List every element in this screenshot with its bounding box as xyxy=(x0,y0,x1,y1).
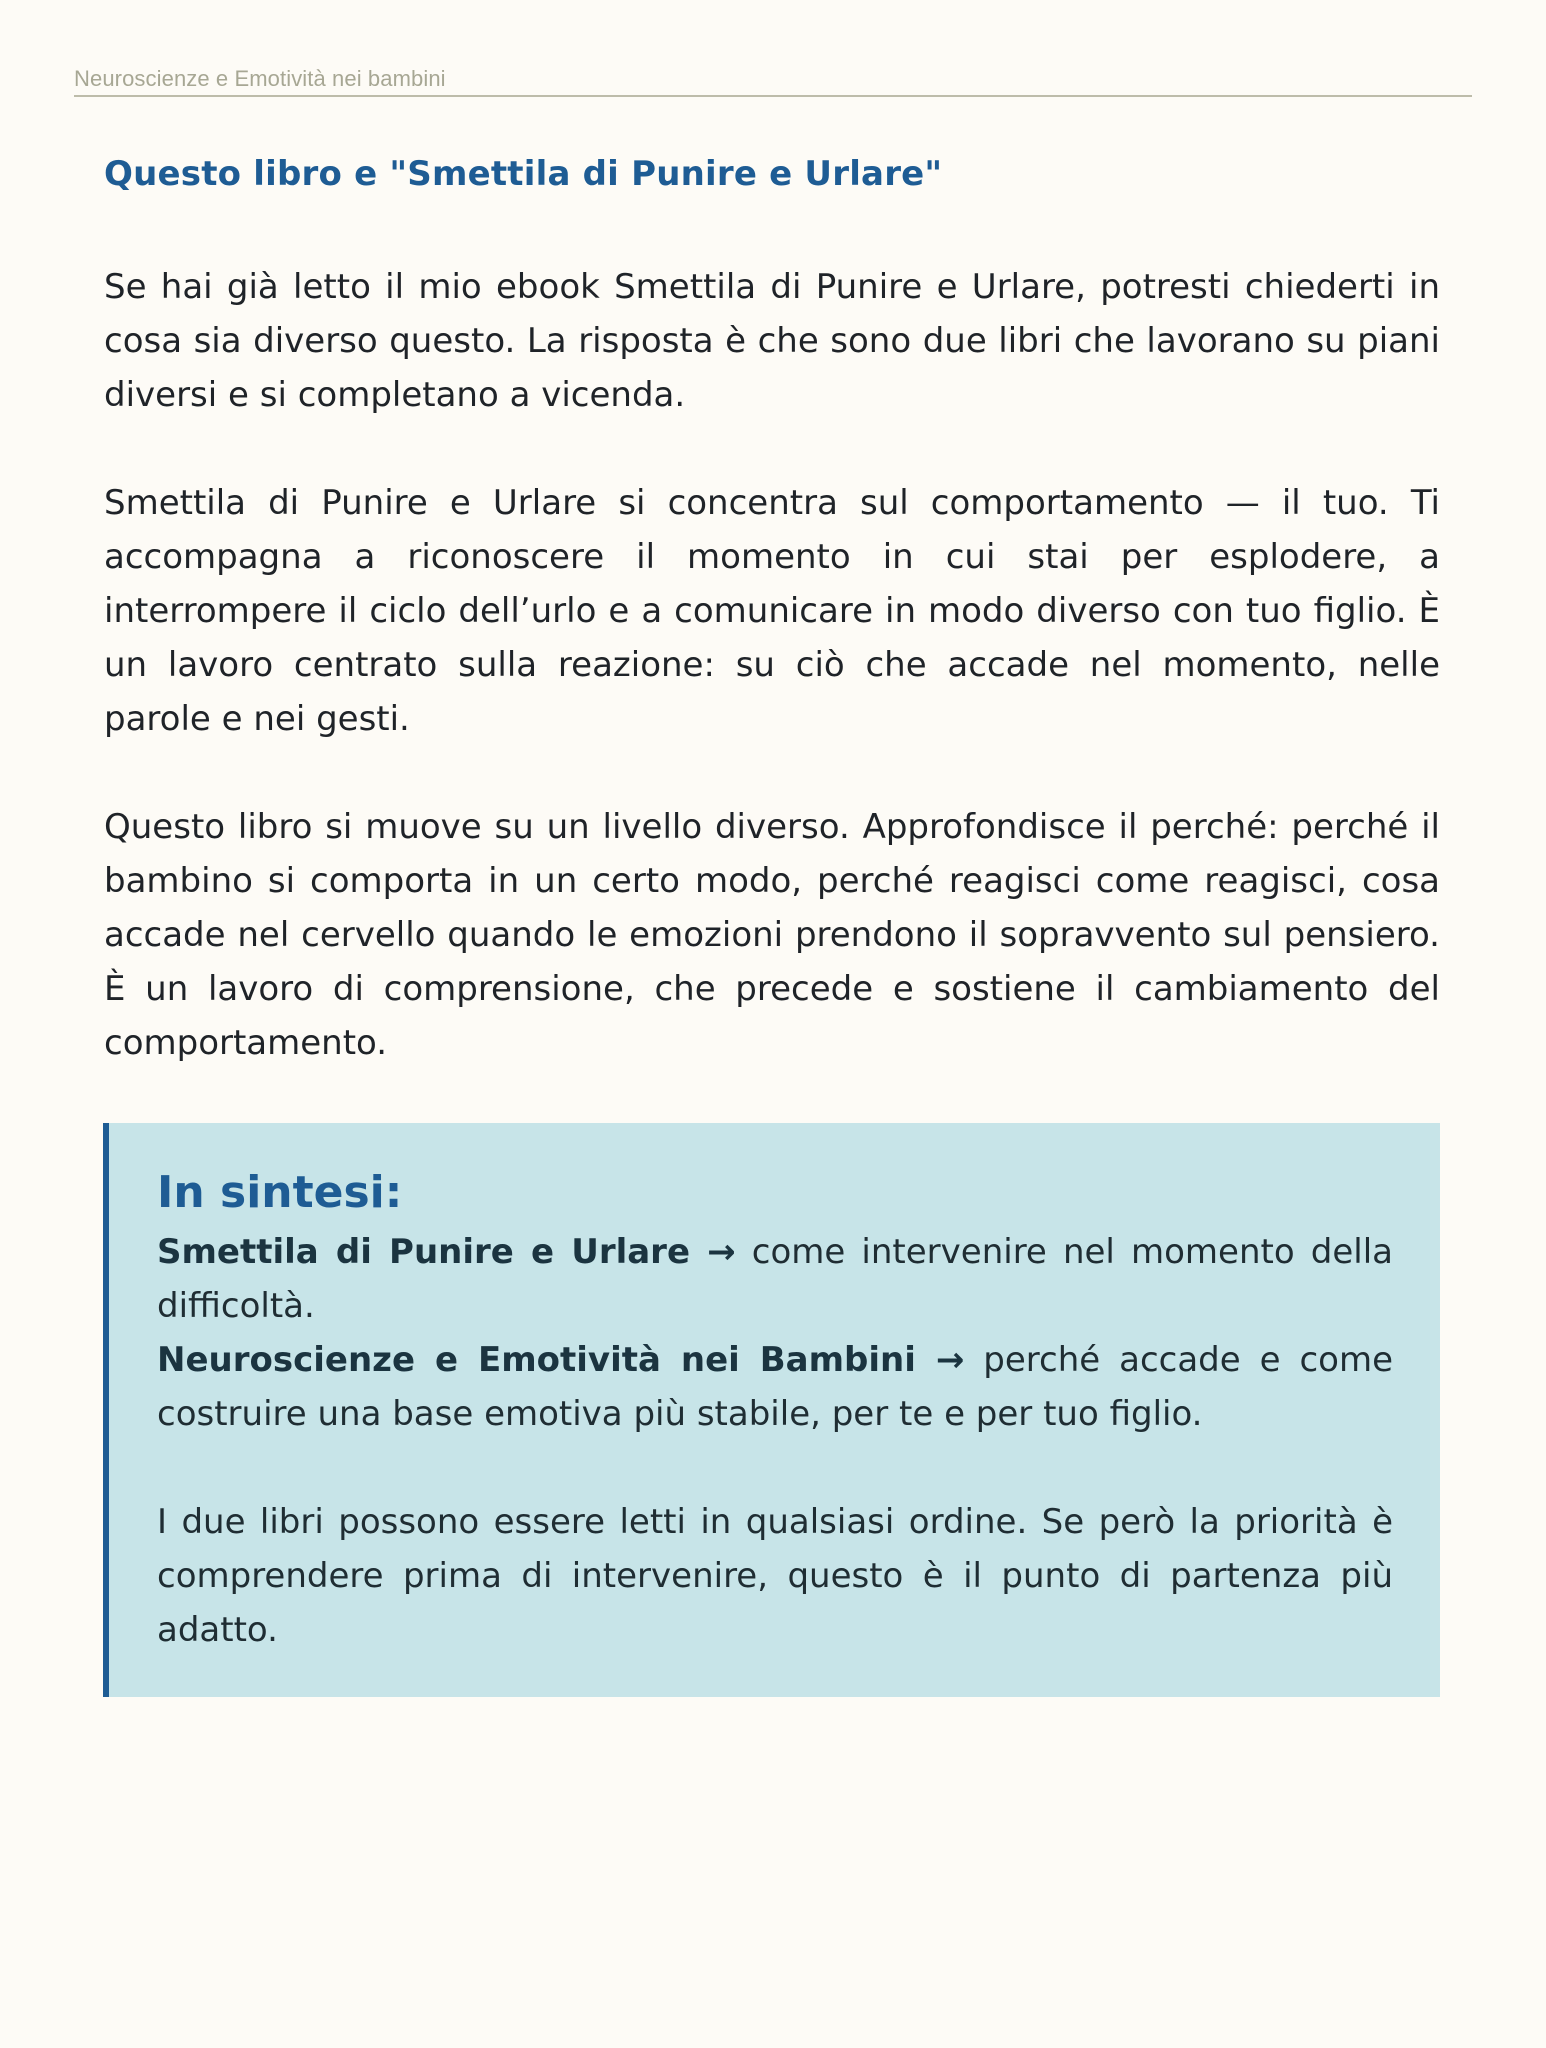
paragraph-this-book: Questo libro si muove su un livello diverso. Approfondisce il perché: perché il bambino si comporta in un certo modo, perché reagisci come reagisci, cosa accade nel cervello quando le emozioni prendono il sopravvento sul pensiero. È un lavoro di comprensione, che precede e sostiene il cambiamento del comportamento. xyxy=(104,807,1440,1063)
summary-item-label: Smettila di Punire e Urlare → xyxy=(157,1232,736,1272)
summary-title: In sintesi: xyxy=(157,1167,403,1218)
summary-item-this-book xyxy=(157,1333,1393,1441)
paragraph-intro: Se hai già letto il mio ebook Smettila di Punire e Urlare, potresti chiederti in cosa sia diverso questo. La risposta è che sono due libri che lavorano su piani diversi e si completano a vicenda. xyxy=(104,267,1440,415)
summary-item-text: come intervenire nel momento della difficoltà. xyxy=(157,1232,1393,1326)
running-header: Neuroscienze e Emotività nei bambini xyxy=(74,66,446,91)
paragraph-first-book: Smettila di Punire e Urlare si concentra sul comportamento — il tuo. Ti accompagna a riconoscere il momento in cui stai per esplodere, a interrompere il ciclo dell’urlo e a comunicare in modo diverso con tuo figlio. È un lavoro centrato sulla reazione: su ciò che accade nel momento, nelle parole e nei gesti. xyxy=(104,483,1440,739)
section-title: Questo libro e "Smettila di Punire e Urlare" xyxy=(104,154,943,194)
header-divider xyxy=(74,95,1472,97)
summary-closing: I due libri possono essere letti in qualsiasi ordine. Se però la priorità è comprendere prima di intervenire, questo è il punto di partenza più adatto. xyxy=(157,1502,1393,1650)
summary-callout xyxy=(103,1123,1440,1697)
summary-item-label: Neuroscienze e Emotività nei Bambini → xyxy=(157,1340,965,1380)
summary-item-first-book xyxy=(157,1225,1393,1333)
summary-item-text: perché accade e come costruire una base emotiva più stabile, per te e per tuo figlio. xyxy=(157,1340,1393,1434)
